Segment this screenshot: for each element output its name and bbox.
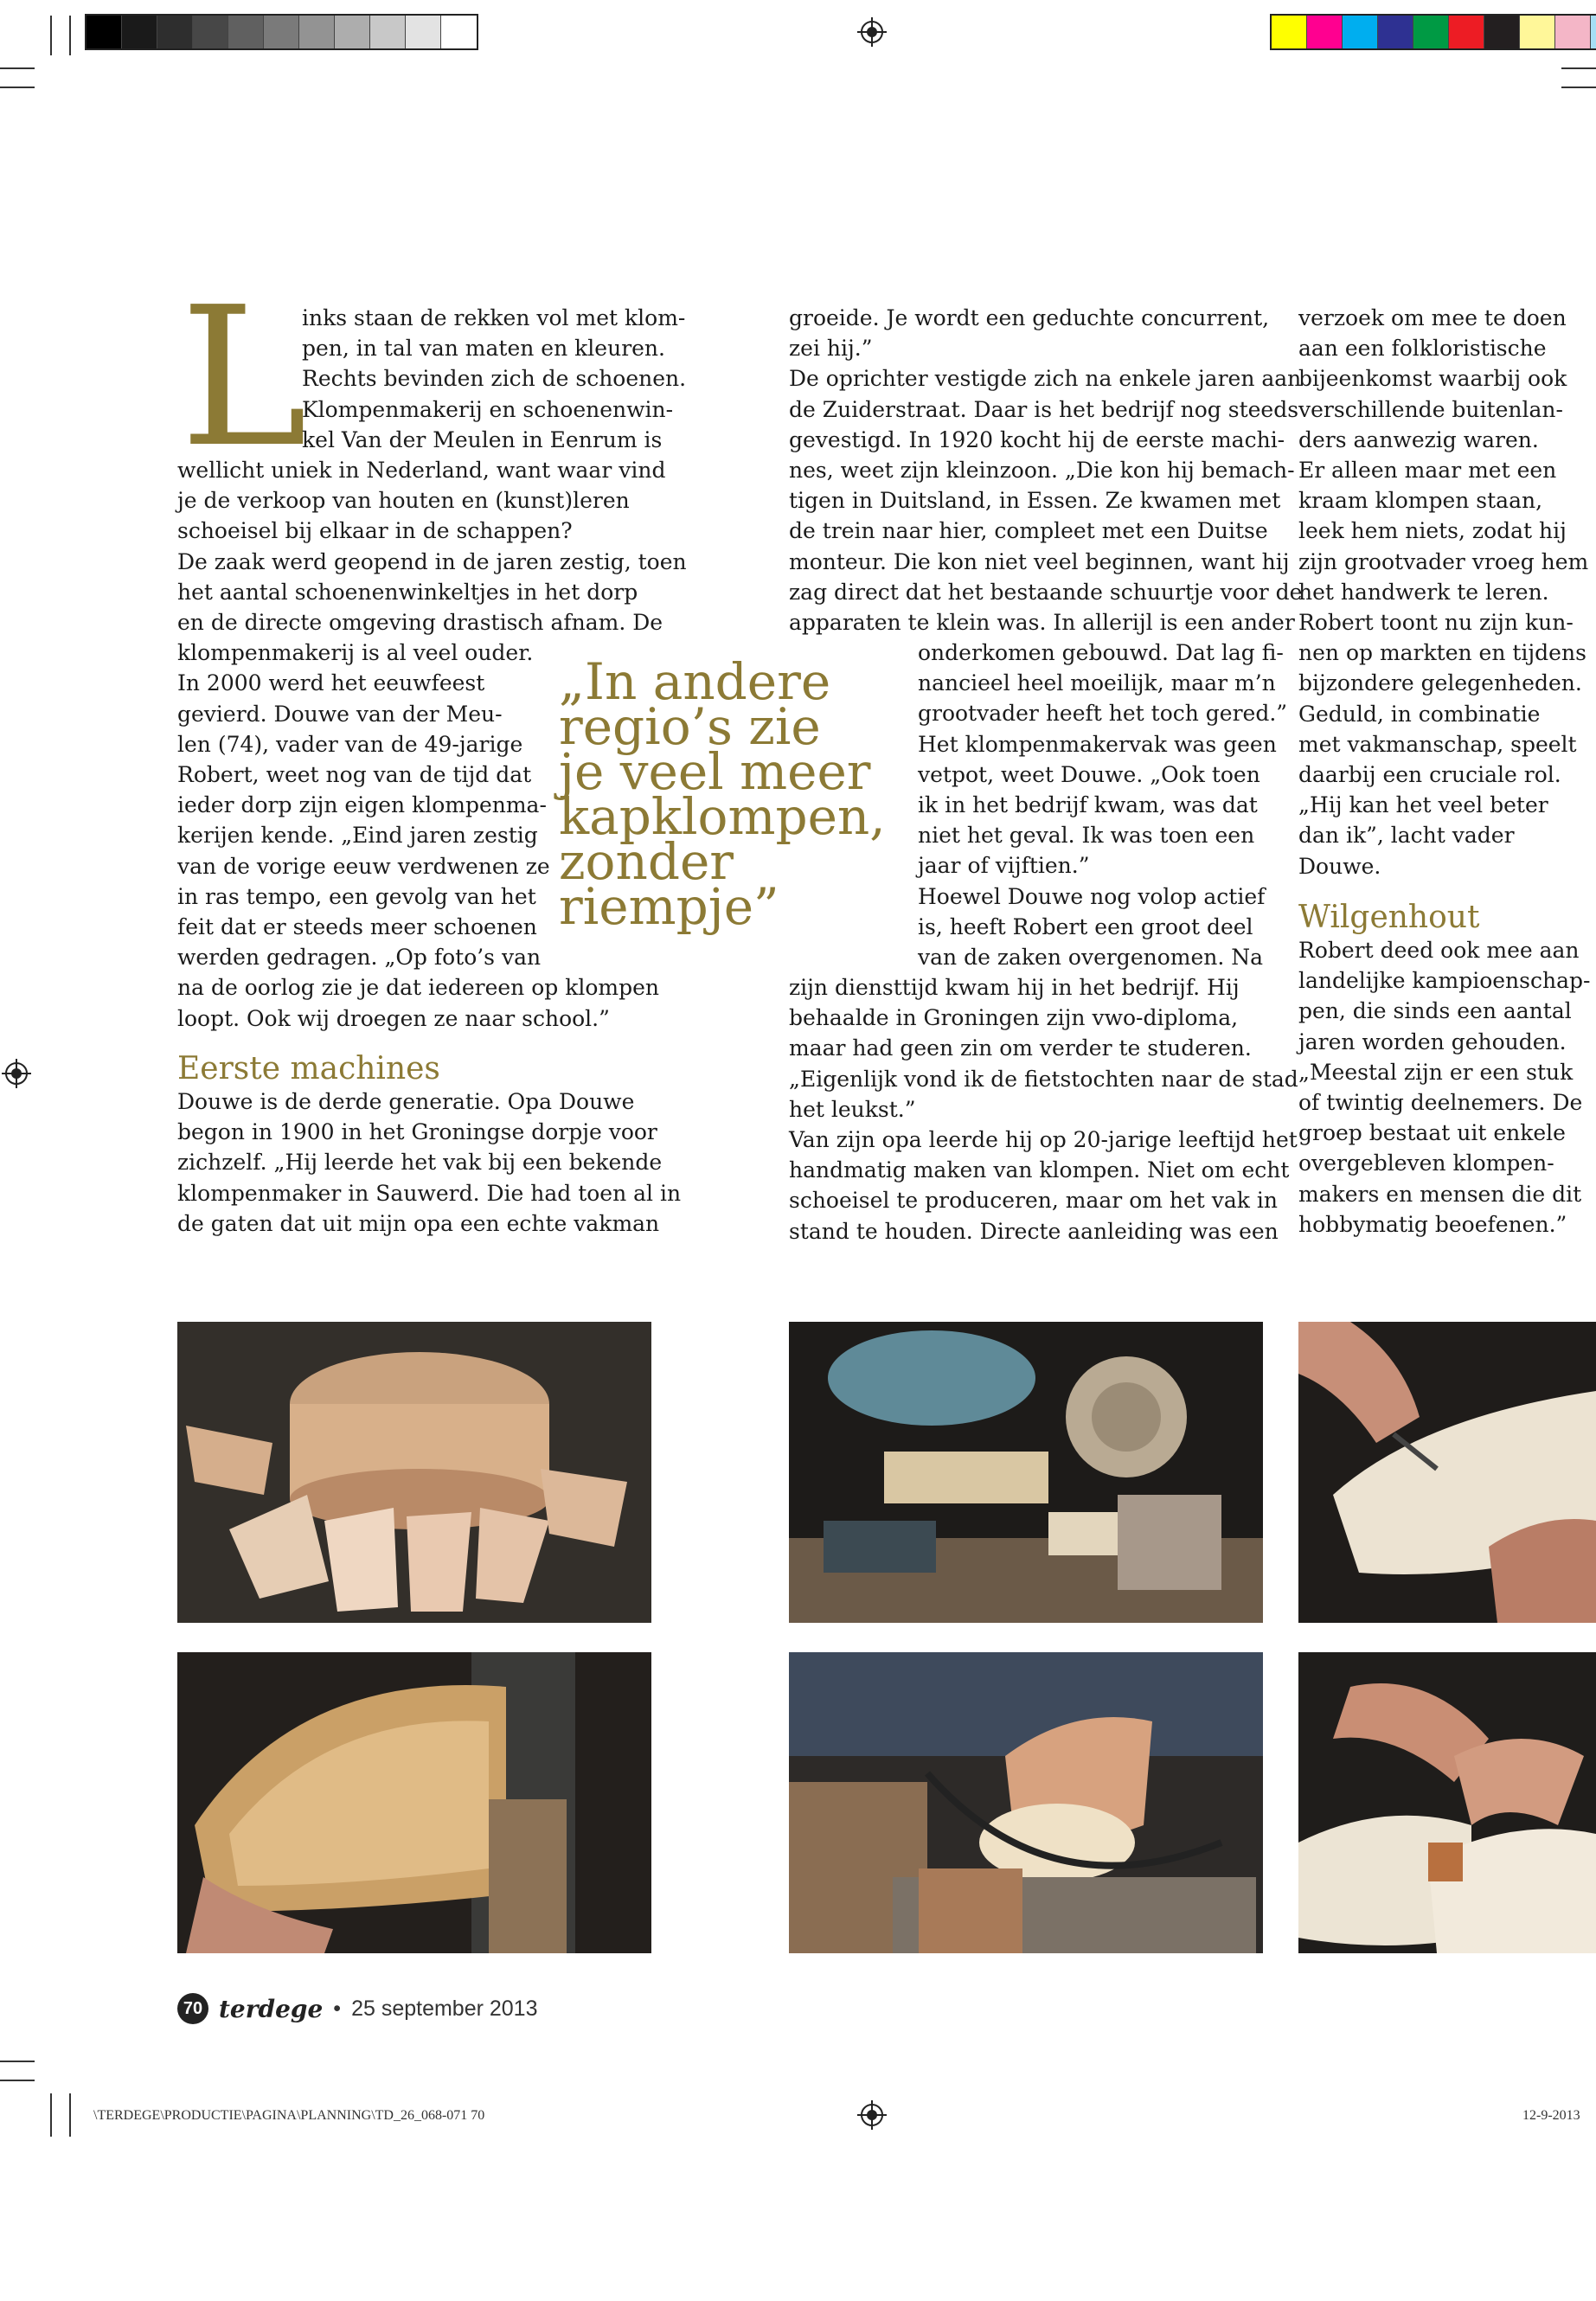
gray-swatch (299, 16, 335, 48)
gray-swatch (264, 16, 299, 48)
page-footer (177, 1992, 538, 2025)
color-swatch (1449, 16, 1484, 48)
crop-mark (0, 2061, 35, 2062)
paragraph-lines: wellicht uniek in Nederland, want waar vind je de verkoop van houten en (kunst)leren schoeisel bij elkaar in de schappen? De zaak werd geopend in de jaren zestig, toen het aantal schoenenwinkeltjes in het dorp en de directe omgeving drastisch afnam. De klompenmakerij is al veel ouder. In 2000 werd het eeuwfeest gevierd. Douwe van der Meu- len (74), vader van de 49-jarige Robert, weet nog van de tijd dat ieder dorp zijn eigen klompenma- kerijen kende. „Eind jaren zestig van de vorige eeuw verdwenen ze in ras tempo, een gevolg van het feit dat er steeds meer schoenen werden gedragen. „Op foto’s van na de oorlog zie je dat iedereen op klompen loopt. Ook wij droegen ze naar school.” (177, 458, 687, 1031)
paragraph-lines: Douwe is de derde generatie. Opa Douwe begon in 1900 in het Groningse dorpje voor zichzelf. „Hij leerde het vak bij een bekende klompenmaker in Sauwerd. Die had toen al in de gaten dat uit mijn opa een echte vakman (177, 1089, 682, 1236)
column-2-bottom (789, 972, 1298, 1247)
color-swatch (1484, 16, 1520, 48)
gray-swatch (335, 16, 370, 48)
column-1-intro (302, 303, 687, 455)
crop-mark (0, 67, 35, 69)
paragraph-lines: verzoek om mee te doen aan een folkloristische bijeenkomst waarbij ook verschillende buitenlan- ders aanwezig waren. Er alleen maar met een kraam klompen staan, leek hem niets, zodat hij zijn grootvader vroeg hem het handwerk te leren. Robert toont nu zijn kun- nen op markten en tijdens bijzondere gelegenheden. Geduld, in combinatie met vakmanschap, speelt daarbij een cruciale rol. „Hij kan het veel beter dan ik”, lacht vader Douwe. (1298, 305, 1589, 879)
photo-hands-shaping (789, 1652, 1263, 1953)
issue-date: 25 september 2013 (351, 1996, 538, 2021)
section-heading: Eerste machines (177, 1051, 440, 1086)
drop-cap: L (180, 266, 308, 490)
grayscale-calibration-bar (85, 14, 478, 50)
column-2-top (789, 303, 1303, 638)
crop-mark (0, 2080, 35, 2081)
crop-mark (69, 16, 71, 55)
column-2-indented (918, 638, 1288, 972)
color-swatch (1555, 16, 1591, 48)
gray-swatch (370, 16, 406, 48)
paragraph-lines: zijn diensttijd kwam hij in het bedrijf. Hij behaalde in Groningen zijn vwo-diploma, maar had geen zin om verder te studeren. „Eigenlijk vond ik de fietstochten naar de stad het leukst.” Van zijn opa leerde hij op 20-jarige leeftijd het handmatig maken van klompen. Niet om echt schoeisel te produceren, maar om het vak in stand te houden. Directe aanleiding was een (789, 975, 1298, 1244)
color-swatch (1343, 16, 1378, 48)
paragraph-lines: Robert deed ook mee aan landelijke kampioenschap- pen, die sinds een aantal jaren worden gehouden. „Meestal zijn er een stuk of twintig deelnemers. De groep bestaat uit enkele overgebleven klompen- makers en mensen die dit hobbymatig beoefenen.” (1298, 938, 1591, 1237)
magazine-logo: terdege (219, 1994, 324, 2023)
photo-drilling-clog (177, 1652, 651, 1953)
gray-swatch (406, 16, 441, 48)
photo-knife-carving (1298, 1322, 1596, 1623)
page-number: 70 (177, 1993, 208, 2024)
registration-mark-icon (857, 2100, 887, 2130)
column-3-bottom (1298, 935, 1593, 1240)
pull-quote: „In andere regio’s zie je veel meer kapklompen, zonder riempje” (559, 652, 886, 936)
production-slug-date: 12-9-2013 (1522, 2108, 1580, 2123)
column-1-section (177, 1086, 682, 1239)
crop-mark (0, 87, 35, 88)
gray-swatch (157, 16, 193, 48)
photo-wood-block (177, 1322, 651, 1623)
paragraph-lines: onderkomen gebouwd. Dat lag fi- nancieel heel moeilijk, maar m’n grootvader heeft het toch gered.” Het klompenmakervak was geen vetpot, weet Douwe. „Ook toen ik in het bedrijf kwam, was dat niet het geval. Ik was toen een jaar of vijftien.” Hoewel Douwe nog volop actief is, heeft Robert een groot deel van de zaken overgenomen. Na (918, 640, 1288, 971)
section-heading: Wilgenhout (1298, 900, 1480, 935)
crop-mark (69, 2093, 71, 2137)
crop-mark (50, 16, 52, 55)
color-swatch (1378, 16, 1413, 48)
crop-mark (1561, 87, 1596, 88)
color-swatch (1272, 16, 1307, 48)
gray-swatch (193, 16, 228, 48)
photo-fitting-clogs (1298, 1652, 1596, 1953)
registration-mark-icon (857, 17, 887, 47)
color-calibration-bar (1270, 14, 1596, 50)
gray-swatch (122, 16, 157, 48)
gray-swatch (87, 16, 122, 48)
column-3-top (1298, 303, 1593, 881)
color-swatch (1307, 16, 1343, 48)
gray-swatch (228, 16, 264, 48)
crop-mark (1561, 67, 1596, 69)
crop-mark (50, 2093, 52, 2137)
color-swatch (1591, 16, 1596, 48)
gray-swatch (441, 16, 477, 48)
color-swatch (1413, 16, 1449, 48)
production-slug-path: \TERDEGE\PRODUCTIE\PAGINA\PLANNING\TD_26_068-071 70 (93, 2108, 485, 2123)
registration-mark-icon (2, 1059, 31, 1088)
paragraph-lines: inks staan de rekken vol met klom- pen, in tal van maten en kleuren. Rechts bevinden zich de schoenen. Klompenmakerij en schoenenwin- kel Van der Meulen in Eenrum is (302, 305, 687, 452)
photo-clog-machine (789, 1322, 1263, 1623)
footer-bullet: • (333, 1996, 342, 2021)
paragraph-lines: groeide. Je wordt een geduchte concurrent, zei hij.” De oprichter vestigde zich na enkele jaren aan de Zuiderstraat. Daar is het bedrijf nog steeds gevestigd. In 1920 kocht hij de eerste machi- nes, weet zijn kleinzoon. „Die kon hij bemach- tigen in Duitsland, in Essen. Ze kwamen met de trein naar hier, compleet met een Duitse monteur. Die kon niet veel beginnen, want hij zag direct dat het bestaande schuurtje voor de apparaten te klein was. In allerijl is een ander (789, 305, 1303, 636)
color-swatch (1520, 16, 1555, 48)
